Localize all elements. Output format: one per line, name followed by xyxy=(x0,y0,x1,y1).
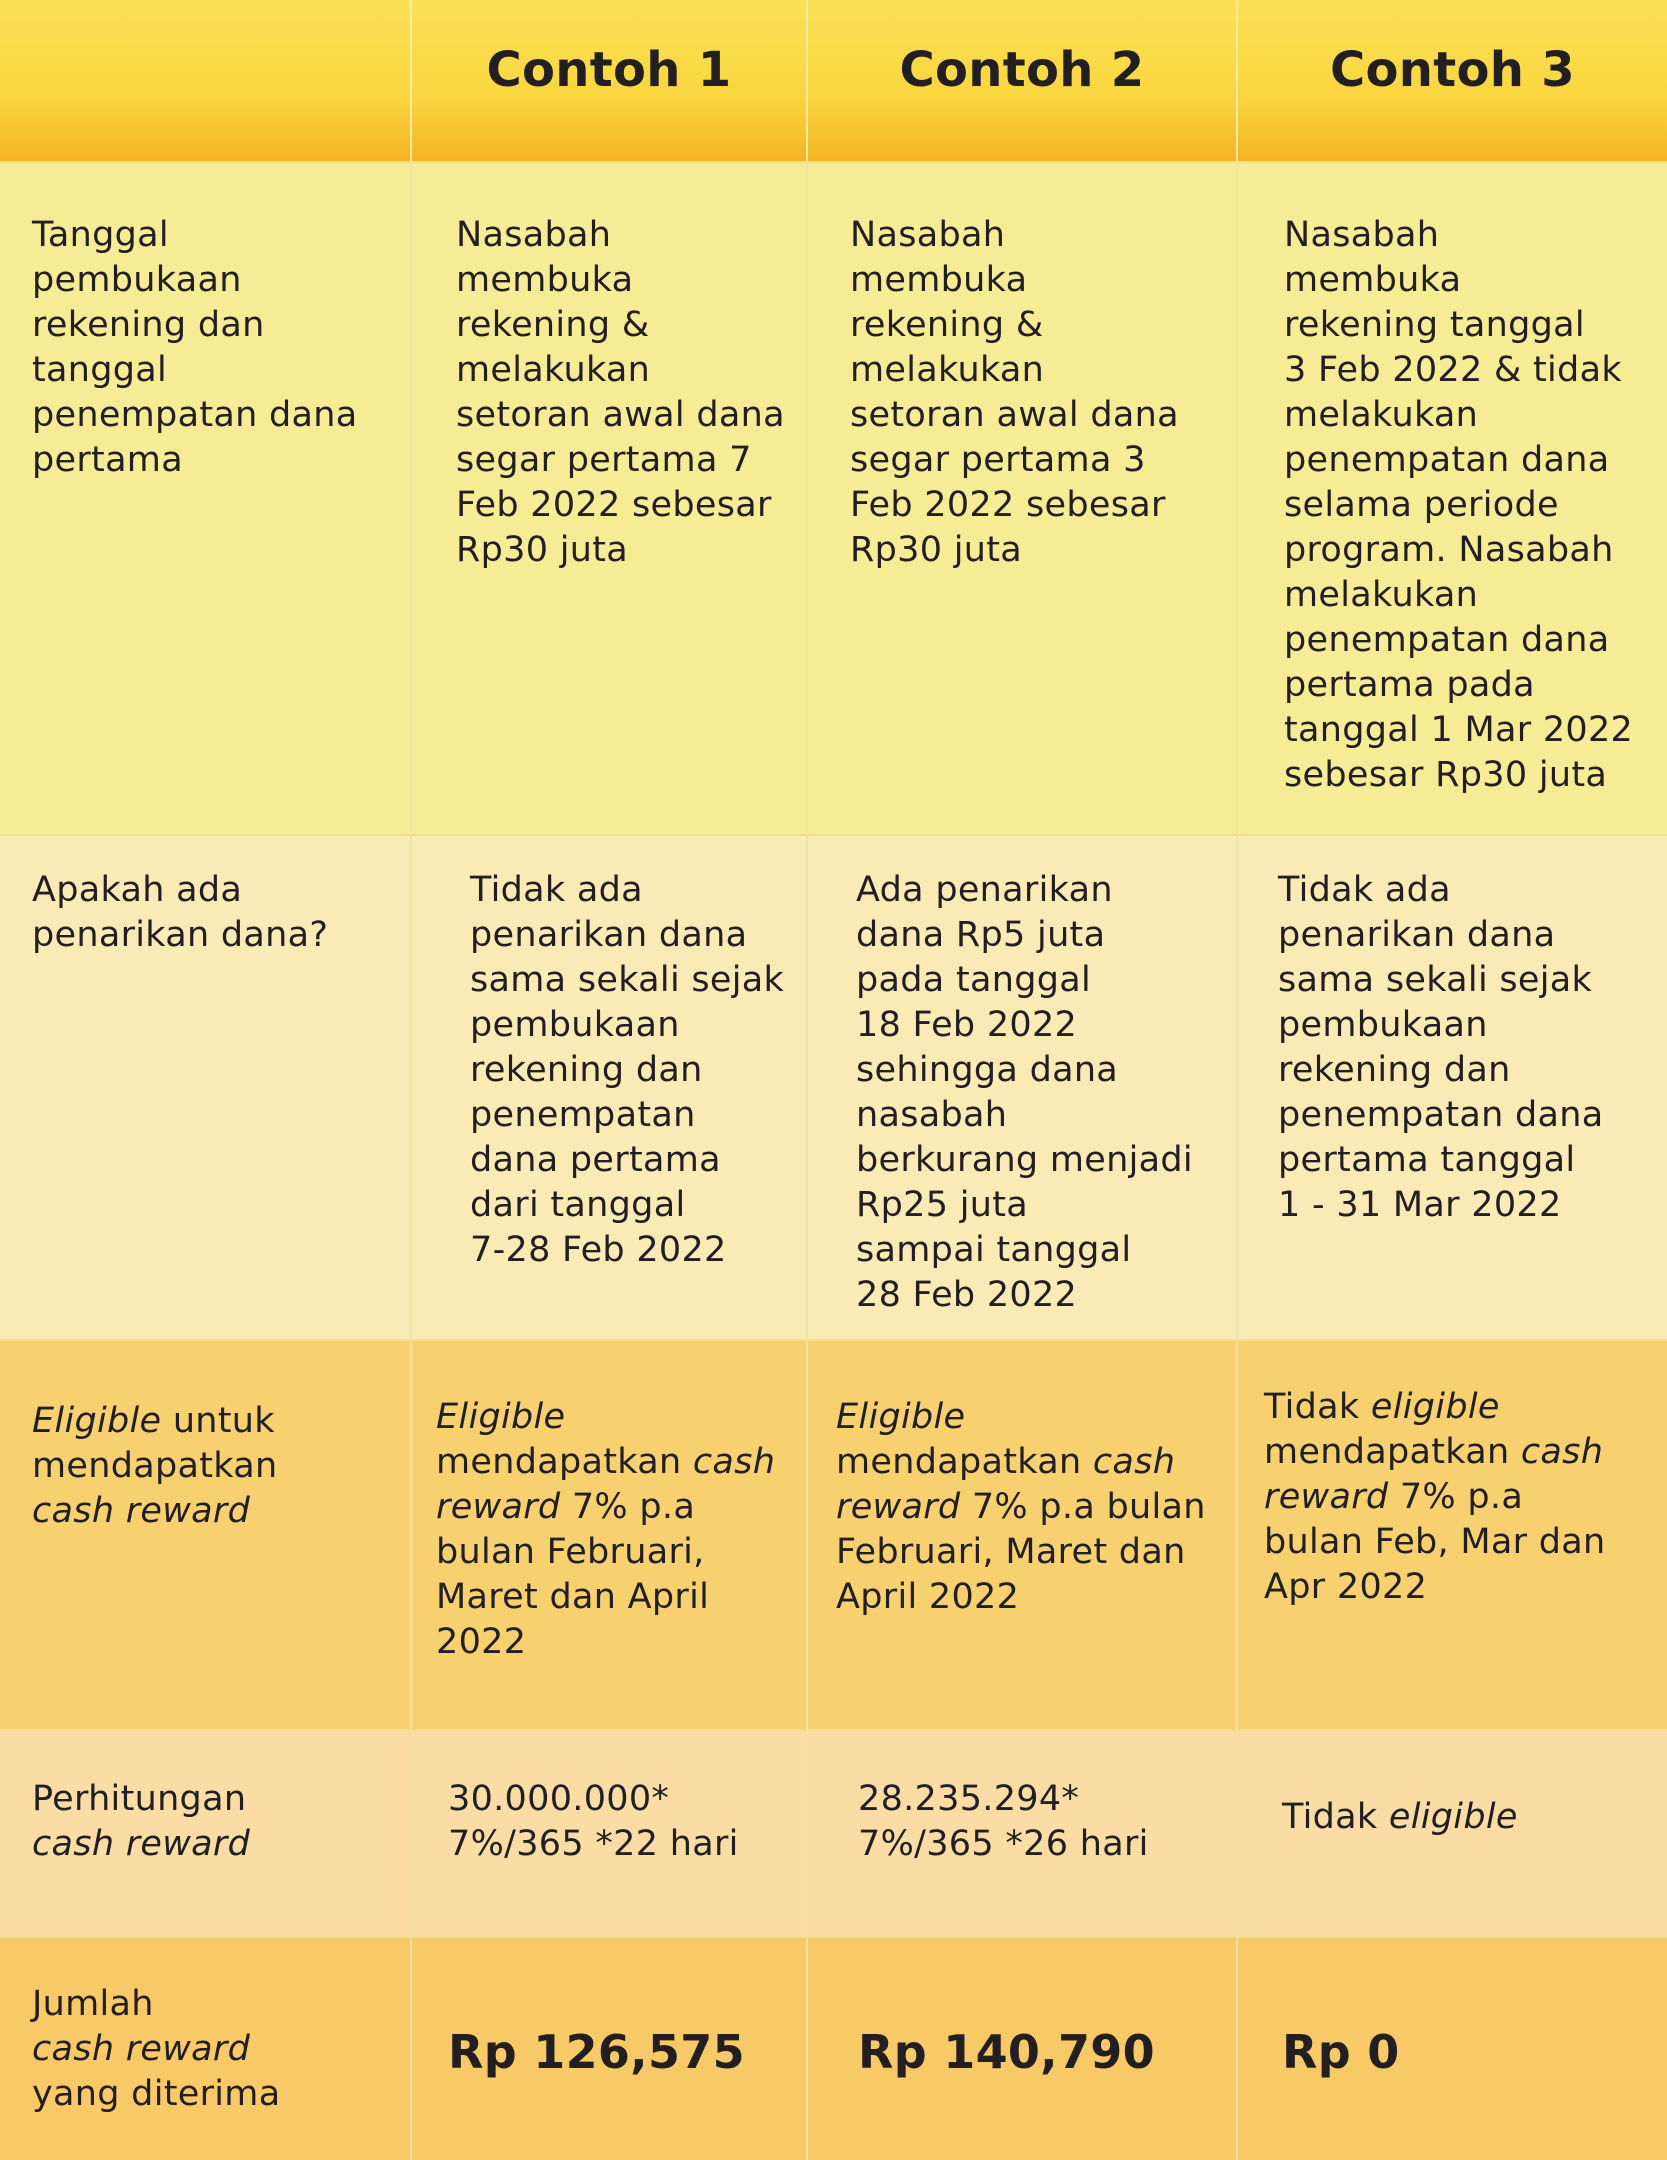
row-withdrawal-contoh-3-text: Tidak ada penarikan dana sama sekali sejak pembukaan rekening dan penempatan dana pertama tanggal 1 - 31 Mar 2022 xyxy=(1278,870,1604,1225)
row-eligible-label-italic-2: cash reward xyxy=(32,1491,251,1531)
row-opening-contoh-3-text: Nasabah membuka rekening tanggal 3 Feb 2022 & tidak melakukan penempatan dana selama periode program. Nasabah melakukan penempatan dana pertama pada tanggal 1 Mar 2022 sebesar Rp30 juta xyxy=(1284,215,1634,795)
row-opening-label-cell xyxy=(0,163,412,836)
header-contoh-1-label: Contoh 1 xyxy=(486,42,732,98)
row-total-contoh-3-amount: Rp 0 xyxy=(1282,2025,1400,2079)
header-contoh-3 xyxy=(1238,0,1667,163)
row-eligible-contoh-2-text xyxy=(836,1395,1226,1620)
row-eligible-contoh-3-text-2: 7% p.a bulan Feb, Mar dan Apr 2022 xyxy=(1264,1477,1606,1607)
row-eligible-contoh-3 xyxy=(1238,1341,1667,1731)
row-calc-label xyxy=(32,1777,390,1867)
row-eligible-label-cell xyxy=(0,1341,412,1731)
row-withdrawal-contoh-1 xyxy=(412,836,808,1341)
row-withdrawal-contoh-1-text: Tidak ada penarikan dana sama sekali sejak pembukaan rekening dan penempatan dana pertama dari tanggal 7-28 Feb 2022 xyxy=(470,870,785,1270)
row-calc-contoh-3-text xyxy=(1282,1795,1657,1840)
row-withdrawal-contoh-3 xyxy=(1238,836,1667,1341)
header-contoh-2-label: Contoh 2 xyxy=(899,42,1145,98)
row-opening-contoh-2 xyxy=(808,163,1238,836)
row-total-label-text-1: Jumlah xyxy=(32,1984,154,2024)
row-eligible-contoh-1-italic-1: Eligible xyxy=(436,1397,566,1437)
row-withdrawal-contoh-2 xyxy=(808,836,1238,1341)
row-total-contoh-2-amount: Rp 140,790 xyxy=(858,2025,1155,2079)
header-corner-cell xyxy=(0,0,412,163)
row-withdrawal-label: Apakah ada penarikan dana? xyxy=(32,870,329,955)
row-calc-contoh-3-italic-1: eligible xyxy=(1388,1797,1518,1837)
row-eligible-contoh-2-text-1: mendapatkan xyxy=(836,1442,1082,1482)
row-opening-contoh-1-text: Nasabah membuka rekening & melakukan setoran awal dana segar pertama 7 Feb 2022 sebesar Rp30 juta xyxy=(456,215,785,570)
row-eligible-contoh-3-text-0: Tidak xyxy=(1264,1387,1371,1427)
row-calc-contoh-2-text: 28.235.294* 7%/365 *26 hari xyxy=(858,1779,1149,1864)
row-opening-contoh-2-text: Nasabah membuka rekening & melakukan setoran awal dana segar pertama 3 Feb 2022 sebesar Rp30 juta xyxy=(850,215,1179,570)
row-total-contoh-3 xyxy=(1238,1938,1667,2160)
row-calc-contoh-2 xyxy=(808,1731,1238,1938)
row-total-label-text-2: yang diterima xyxy=(32,2074,281,2114)
row-opening-contoh-3 xyxy=(1238,163,1667,836)
row-eligible-contoh-1 xyxy=(412,1341,808,1731)
row-calc-contoh-1 xyxy=(412,1731,808,1938)
row-withdrawal-contoh-2-text: Ada penarikan dana Rp5 juta pada tanggal 18 Feb 2022 sehingga dana nasabah berkurang menjadi Rp25 juta sampai tanggal 28 Feb 2022 xyxy=(856,870,1193,1315)
header-contoh-2 xyxy=(808,0,1238,163)
row-eligible-contoh-1-italic-2: cash reward xyxy=(436,1442,776,1527)
row-eligible-label-text-1: untuk mendapatkan xyxy=(32,1401,278,1486)
row-eligible-contoh-2-text-2: 7% p.a bulan Februari, Maret dan April 2022 xyxy=(836,1487,1206,1617)
row-total-label-italic-1: cash reward xyxy=(32,2029,251,2069)
row-total-contoh-2 xyxy=(808,1938,1238,2160)
row-eligible-contoh-1-text-2: 7% p.a bulan Februari, Maret dan April 2022 xyxy=(436,1487,710,1662)
row-calc-label-text-1: Perhitungan xyxy=(32,1779,247,1819)
row-opening-label: Tanggal pembukaan rekening dan tanggal penempatan dana pertama xyxy=(32,215,358,480)
row-calc-contoh-3-text-0: Tidak xyxy=(1282,1797,1389,1837)
row-eligible-contoh-3-text xyxy=(1264,1385,1657,1610)
header-contoh-3-label: Contoh 3 xyxy=(1330,42,1575,98)
row-calc-contoh-3 xyxy=(1238,1731,1667,1938)
row-total-contoh-1-amount: Rp 126,575 xyxy=(448,2025,745,2079)
row-calc-contoh-1-text: 30.000.000* 7%/365 *22 hari xyxy=(448,1779,739,1864)
row-eligible-contoh-3-italic-1: eligible xyxy=(1370,1387,1500,1427)
row-eligible-contoh-3-italic-2: cash reward xyxy=(1264,1432,1604,1517)
row-eligible-label-italic-1: Eligible xyxy=(32,1401,162,1441)
row-withdrawal-label-cell xyxy=(0,836,412,1341)
row-calc-label-italic-1: cash reward xyxy=(32,1824,251,1864)
row-eligible-contoh-3-text-1: mendapatkan xyxy=(1264,1432,1510,1472)
row-opening-contoh-1 xyxy=(412,163,808,836)
row-total-contoh-1 xyxy=(412,1938,808,2160)
row-eligible-label xyxy=(32,1399,390,1534)
row-eligible-contoh-2-italic-2: cash reward xyxy=(836,1442,1176,1527)
row-total-label xyxy=(32,1982,390,2117)
row-eligible-contoh-2 xyxy=(808,1341,1238,1731)
row-calc-label-cell xyxy=(0,1731,412,1938)
header-contoh-1 xyxy=(412,0,808,163)
row-total-label-cell xyxy=(0,1938,412,2160)
row-eligible-contoh-2-italic-1: Eligible xyxy=(836,1397,966,1437)
row-eligible-contoh-1-text-1: mendapatkan xyxy=(436,1442,682,1482)
row-eligible-contoh-1-text xyxy=(436,1395,796,1665)
